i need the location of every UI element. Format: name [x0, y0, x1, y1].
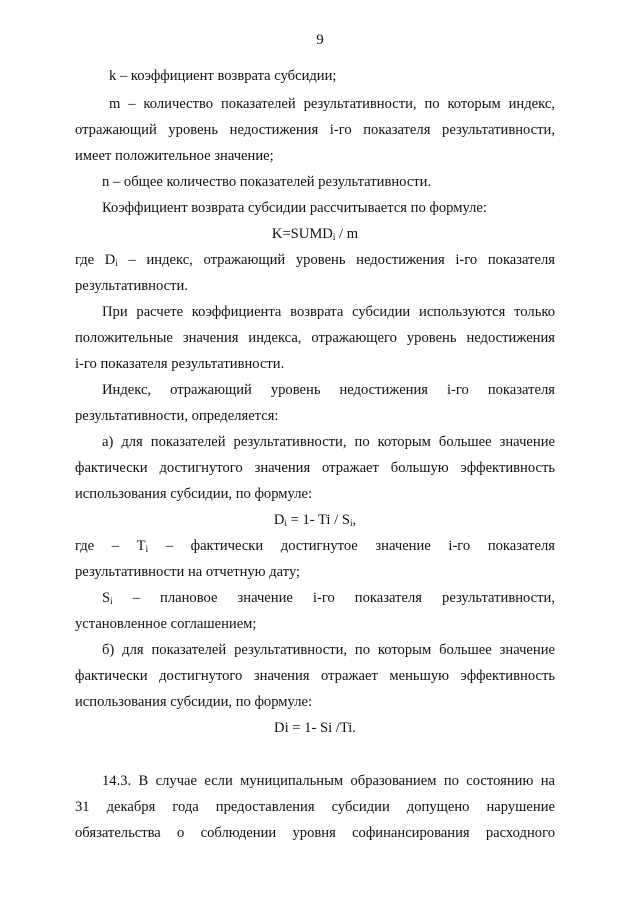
- clause-14-3-line-1: 14.3. В случае если муниципальным образованием по состоянию на: [102, 773, 555, 789]
- clause-14-3-line-2: 31 декабря года предоставления субсидии допущено нарушение: [75, 799, 555, 815]
- definition-k: k – коэффициент возврата субсидии;: [109, 68, 337, 84]
- paragraph-positive-values-line-1: При расчете коэффициента возврата субсидии используются только: [102, 304, 555, 320]
- formula-k: $K=SUMD_i / m$: [271, 226, 359, 242]
- definition-m-line-3: имеет положительное значение;: [75, 148, 274, 164]
- definition-di-line-1: где $D_i$ – индекс, отражающий уровень недостижения i-го показателя: [75, 252, 555, 268]
- definition-di-line-2: результативности.: [75, 278, 188, 294]
- case-a-line-2: фактически достигнутого значения отражает большую эффективность: [75, 460, 555, 476]
- case-b-line-2: фактически достигнутого значения отражает меньшую эффективность: [75, 668, 555, 684]
- case-a-line-3: использования субсидии, по формуле:: [75, 486, 313, 502]
- formula-di-case-a: $D_i = 1-$ Ti / $S_i$,: [273, 512, 357, 528]
- definition-m-line-2: отражающий уровень недостижения i-го показателя результативности,: [75, 122, 555, 138]
- definition-ti-line-1: где – $T_i$ – фактически достигнутое значение i-го показателя: [75, 538, 555, 554]
- paragraph-index-line-1: Индекс, отражающий уровень недостижения i-го показателя: [102, 382, 555, 398]
- case-b-line-3: использования субсидии, по формуле:: [75, 694, 313, 710]
- definition-n: n – общее количество показателей результативности.: [102, 174, 432, 190]
- paragraph-positive-values-line-3: i-го показателя результативности.: [75, 356, 285, 372]
- page-number: 9: [316, 32, 324, 48]
- case-b-line-1: б) для показателей результативности, по которым большее значение: [102, 642, 555, 658]
- definition-si-line-2: установленное соглашением;: [75, 616, 257, 632]
- definition-si-line-1: $S_i$ – плановое значение i-го показателя результативности,: [102, 590, 555, 606]
- paragraph-positive-values-line-2: положительные значения индекса, отражающего уровень недостижения: [75, 330, 555, 346]
- definition-m-line-1: m – количество показателей результативности, по которым индекс,: [109, 96, 555, 112]
- case-a-line-1: а) для показателей результативности, по которым большее значение: [102, 434, 555, 450]
- formula-intro: Коэффициент возврата субсидии рассчитывается по формуле:: [102, 200, 487, 216]
- paragraph-index-line-2: результативности, определяется:: [75, 408, 279, 424]
- definition-ti-line-2: результативности на отчетную дату;: [75, 564, 301, 580]
- clause-14-3-line-3: обязательства о соблюдении уровня софинансирования расходного: [75, 825, 555, 841]
- formula-di-case-b: Di = 1- Si /Ti.: [274, 720, 356, 736]
